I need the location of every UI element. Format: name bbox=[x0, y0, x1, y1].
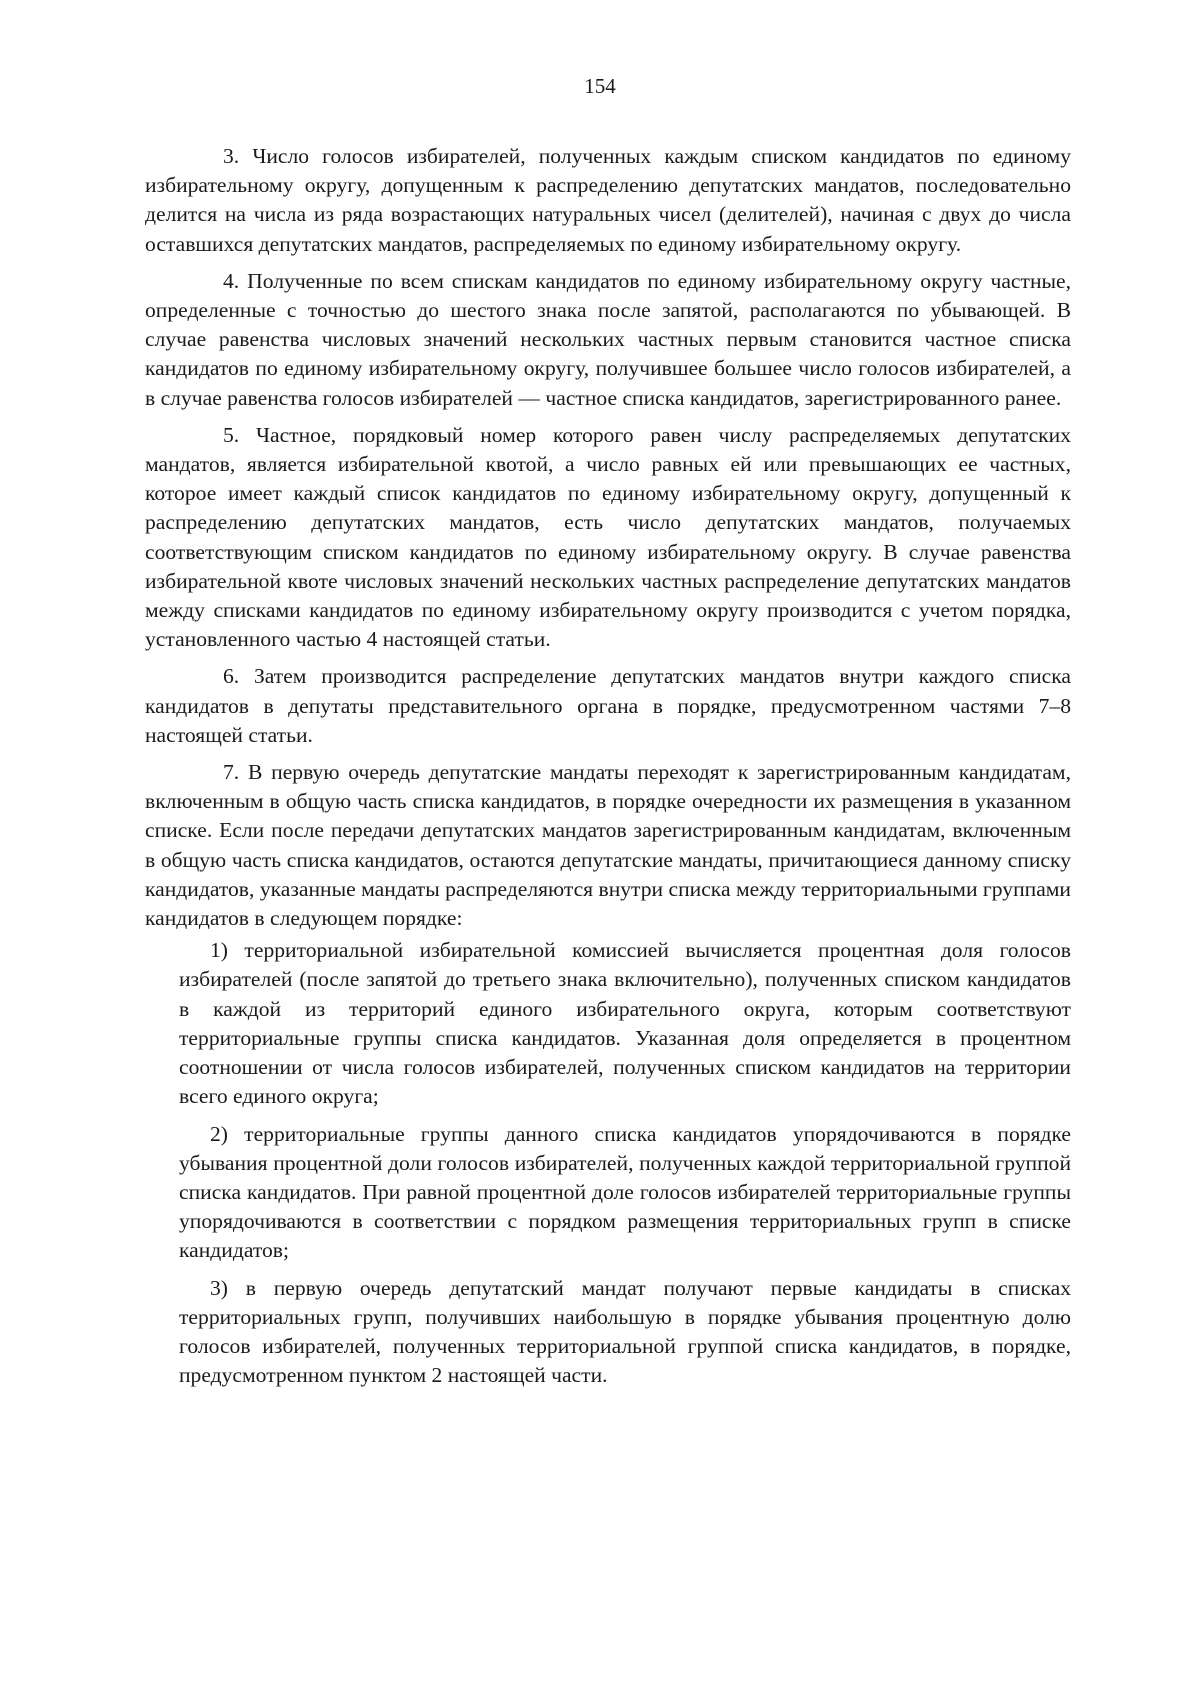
subitem-1: 1) территориальной избирательной комиссией вычисляется процентная доля голосов избирателей (после запятой до третьего знака включительно), полученных списком кандидатов в каждой из территорий единого избирательного округа, которым соответствуют территориальные группы списка кандидатов. Указанная доля определяется в процентном соотношении от числа голосов избирателей, полученных списком кандидатов на территории всего единого округа; bbox=[179, 938, 1071, 1109]
paragraph-6: 6. Затем производится распределение депутатских мандатов внутри каждого списка кандидатов в депутаты представительного органа в порядке, предусмотренном частями 7–8 настоящей статьи. bbox=[145, 664, 1071, 747]
paragraph-4: 4. Полученные по всем спискам кандидатов по единому избирательному округу частные, определенные с точностью до шестого знака после запятой, располагаются по убывающей. В случае равенства числовых значений нескольких частных первым становится частное списка кандидатов по единому избирательному округу, получившее большее число голосов избирателей, а в случае равенства голосов избирателей — частное списка кандидатов, зарегистрированного ранее. bbox=[145, 268, 1071, 410]
paragraph-7: 7. В первую очередь депутатские мандаты переходят к зарегистрированным кандидатам, включенным в общую часть списка кандидатов, в порядке очередности их размещения в указанном списке. Если после передачи депутатских мандатов зарегистрированным кандидатам, включенным в общую часть списка кандидатов, остаются депутатские мандаты, причитающиеся данному списку кандидатов, указанные мандаты распределяются внутри списка между территориальными группами кандидатов в следующем порядке: bbox=[145, 760, 1071, 931]
paragraph-3: 3. Число голосов избирателей, полученных каждым списком кандидатов по единому избирательному округу, допущенным к распределению депутатских мандатов, последовательно делится на числа из ряда возрастающих натуральных чисел (делителей), начиная с двух до числа оставшихся депутатских мандатов, распределяемых по единому избирательному округу. bbox=[145, 144, 1071, 256]
document-body bbox=[145, 142, 1071, 1398]
subitem-3: 3) в первую очередь депутатский мандат получают первые кандидаты в списках территориальных групп, получивших наибольшую в порядке убывания процентную долю голосов избирателей, полученных территориальной группой списка кандидатов, в порядке, предусмотренном пунктом 2 настоящей части. bbox=[179, 1275, 1071, 1388]
page-number: 154 bbox=[584, 74, 616, 98]
paragraph-5: 5. Частное, порядковый номер которого равен числу распределяемых депутатских мандатов, является избирательной квотой, а число равных ей или превышающих ее частных, которое имеет каждый список кандидатов по единому избирательному округу, допущенный к распределению депутатских мандатов, есть число депутатских мандатов, получаемых соответствующим списком кандидатов по единому избирательному округу. В случае равенства избирательной квоте числовых значений нескольких частных распределение депутатских мандатов между списками кандидатов по единому избирательному округу производится с учетом порядка, установленного частью 4 настоящей статьи. bbox=[145, 422, 1071, 652]
subitem-2: 2) территориальные группы данного списка кандидатов упорядочиваются в порядке убывания процентной доли голосов избирателей, полученных каждой территориальной группой списка кандидатов. При равной процентной доле голосов избирателей территориальные группы упорядочиваются в соответствии с порядком размещения территориальных групп в списке кандидатов; bbox=[179, 1121, 1071, 1263]
